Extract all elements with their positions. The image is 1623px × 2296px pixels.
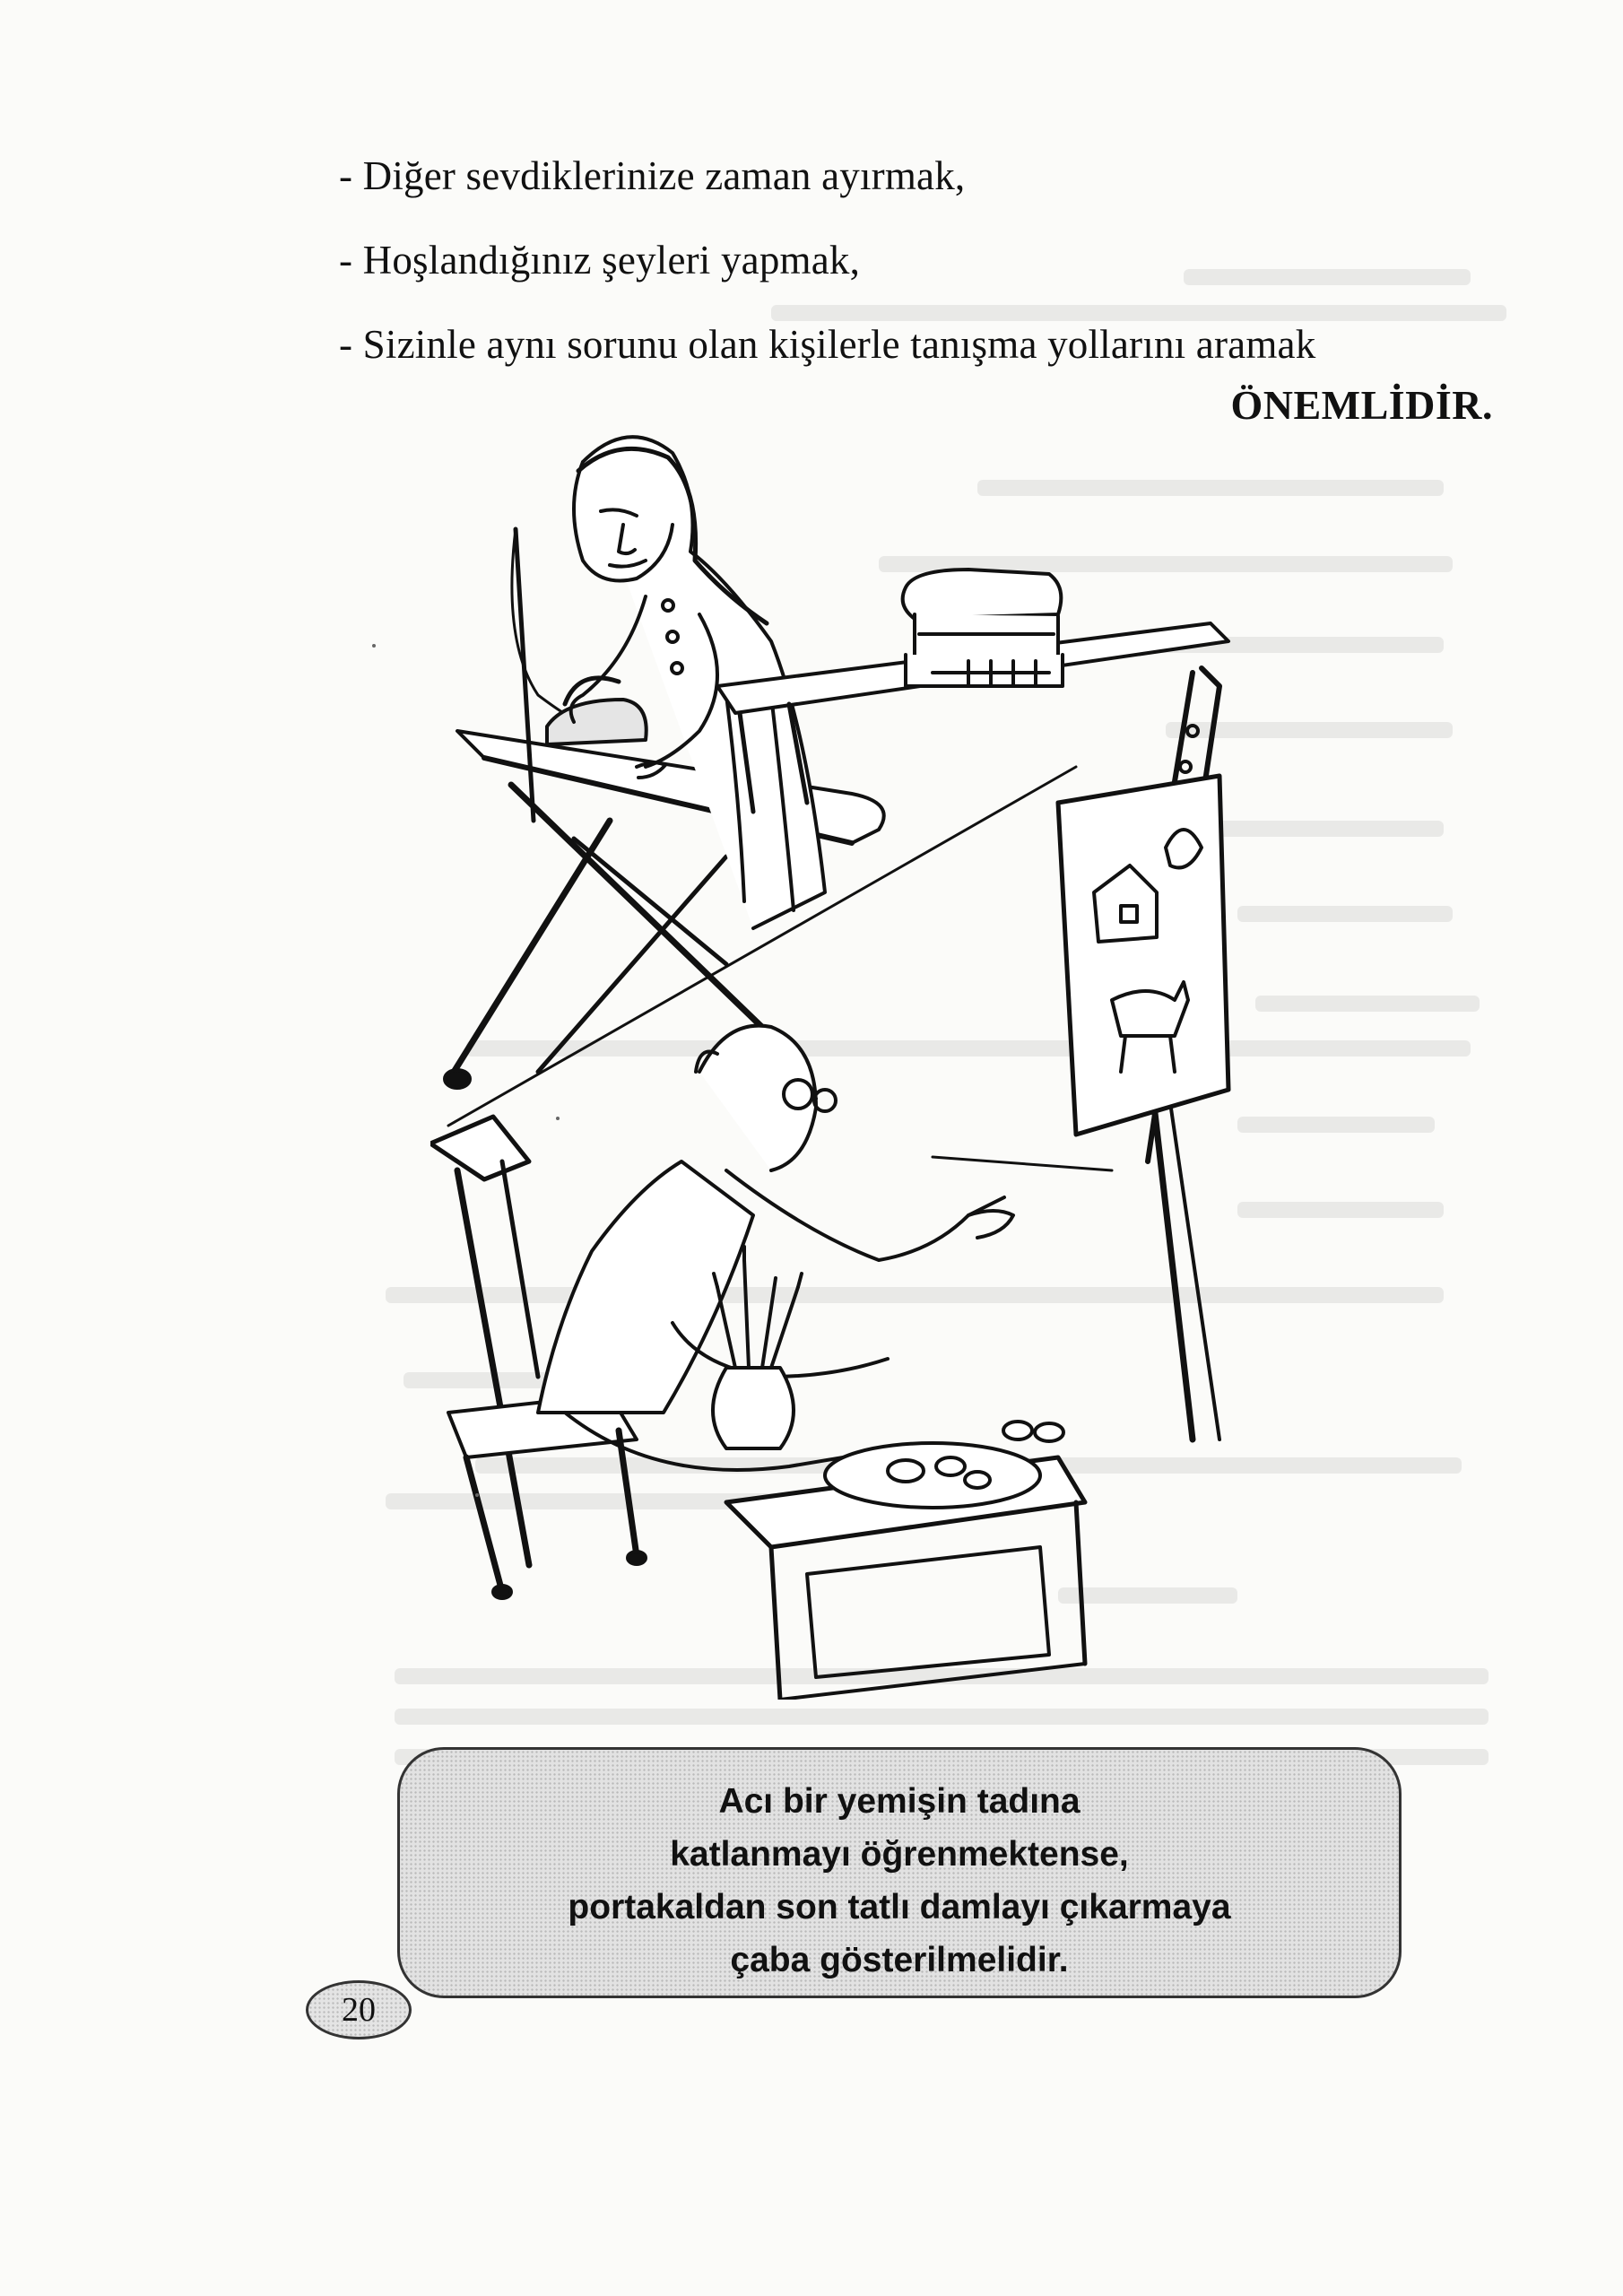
bullet-list <box>339 151 1487 404</box>
speck <box>475 1493 479 1497</box>
cartoon-illustration <box>430 426 1345 1700</box>
emphasis-word: ÖNEMLİDİR. <box>1230 382 1493 428</box>
quote-line: portakaldan son tatlı damlayı çıkarmaya <box>568 1888 1231 1926</box>
bullet-item: - Hoşlandığınız şeyleri yapmak, <box>339 238 861 283</box>
quote-text <box>400 1775 1399 1987</box>
quote-line: katlanmayı öğrenmektense, <box>670 1835 1129 1874</box>
speck <box>556 1117 560 1120</box>
speck <box>372 644 376 648</box>
quote-line: çaba gösterilmelidir. <box>730 1941 1069 1979</box>
page-number: 20 <box>306 1980 412 2039</box>
bullet-item: - Sizinle aynı sorunu olan kişilerle tanışma yollarını aramak <box>339 322 1316 367</box>
bullet-item: - Diğer sevdiklerinize zaman ayırmak, <box>339 153 966 198</box>
quote-line: Acı bir yemişin tadına <box>718 1782 1081 1821</box>
quote-box <box>397 1747 1402 1998</box>
illustration-drawing <box>430 426 1345 1700</box>
